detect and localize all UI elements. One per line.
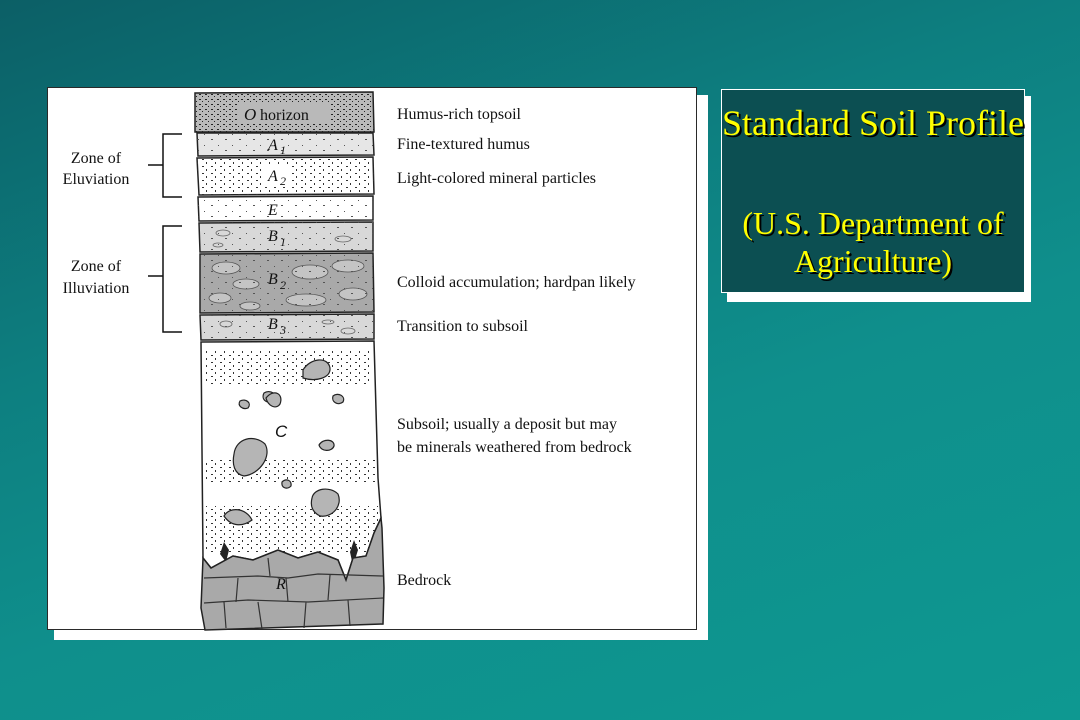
horizon-b2-layer <box>200 253 374 313</box>
soil-profile-svg <box>48 88 698 631</box>
horizon-a1-sub: 1 <box>280 143 286 157</box>
horizon-b3-letter: B <box>268 316 278 333</box>
zone-illuviation-label-line2: Illuviation <box>62 280 130 297</box>
eluviation-bracket <box>148 134 182 197</box>
horizon-c-layer <box>201 341 381 580</box>
zone-eluviation-label-line2: Eluviation <box>62 171 130 188</box>
horizon-b3-sub: 3 <box>280 323 286 337</box>
horizon-b1-letter: B <box>268 228 278 245</box>
horizon-e-letter: E <box>268 202 278 219</box>
zone-eluviation-label-line1: Zone of <box>70 150 122 167</box>
desc-c-horizon-line1: Subsoil; usually a deposit but may <box>397 416 617 433</box>
horizon-e-layer <box>198 196 373 221</box>
horizon-c-letter: C <box>275 422 288 441</box>
horizon-b1-sub: 1 <box>280 235 286 249</box>
horizon-b3-layer <box>200 314 374 340</box>
slide-title: Standard Soil Profile <box>722 103 1024 143</box>
desc-b2-horizon: Colloid accumulation; hardpan likely <box>397 274 636 291</box>
horizon-r-letter: R <box>276 576 286 593</box>
horizon-b2-sub: 2 <box>280 278 286 292</box>
title-box <box>721 89 1025 293</box>
soil-profile-diagram <box>47 87 697 630</box>
desc-a1-horizon: Fine-textured humus <box>397 136 530 153</box>
horizon-o-suffix: horizon <box>260 107 309 124</box>
horizon-b1-layer <box>199 222 373 252</box>
zone-illuviation-label-line1: Zone of <box>70 258 122 275</box>
desc-o-horizon: Humus-rich topsoil <box>397 106 521 123</box>
desc-r-horizon: Bedrock <box>397 572 452 589</box>
illuviation-bracket <box>148 226 182 332</box>
horizon-a2-sub: 2 <box>280 174 286 188</box>
desc-b3-horizon: Transition to subsoil <box>397 318 528 335</box>
desc-c-horizon-line2: be minerals weathered from bedrock <box>397 439 632 456</box>
horizon-b2-letter: B <box>268 271 278 288</box>
horizon-a1-letter: A <box>268 137 278 154</box>
desc-a2-horizon: Light-colored mineral particles <box>397 170 597 187</box>
horizon-a2-letter: A <box>268 168 278 185</box>
horizon-o-letter: O <box>244 105 257 124</box>
slide-subtitle: (U.S. Department of Agriculture) <box>742 205 1004 279</box>
